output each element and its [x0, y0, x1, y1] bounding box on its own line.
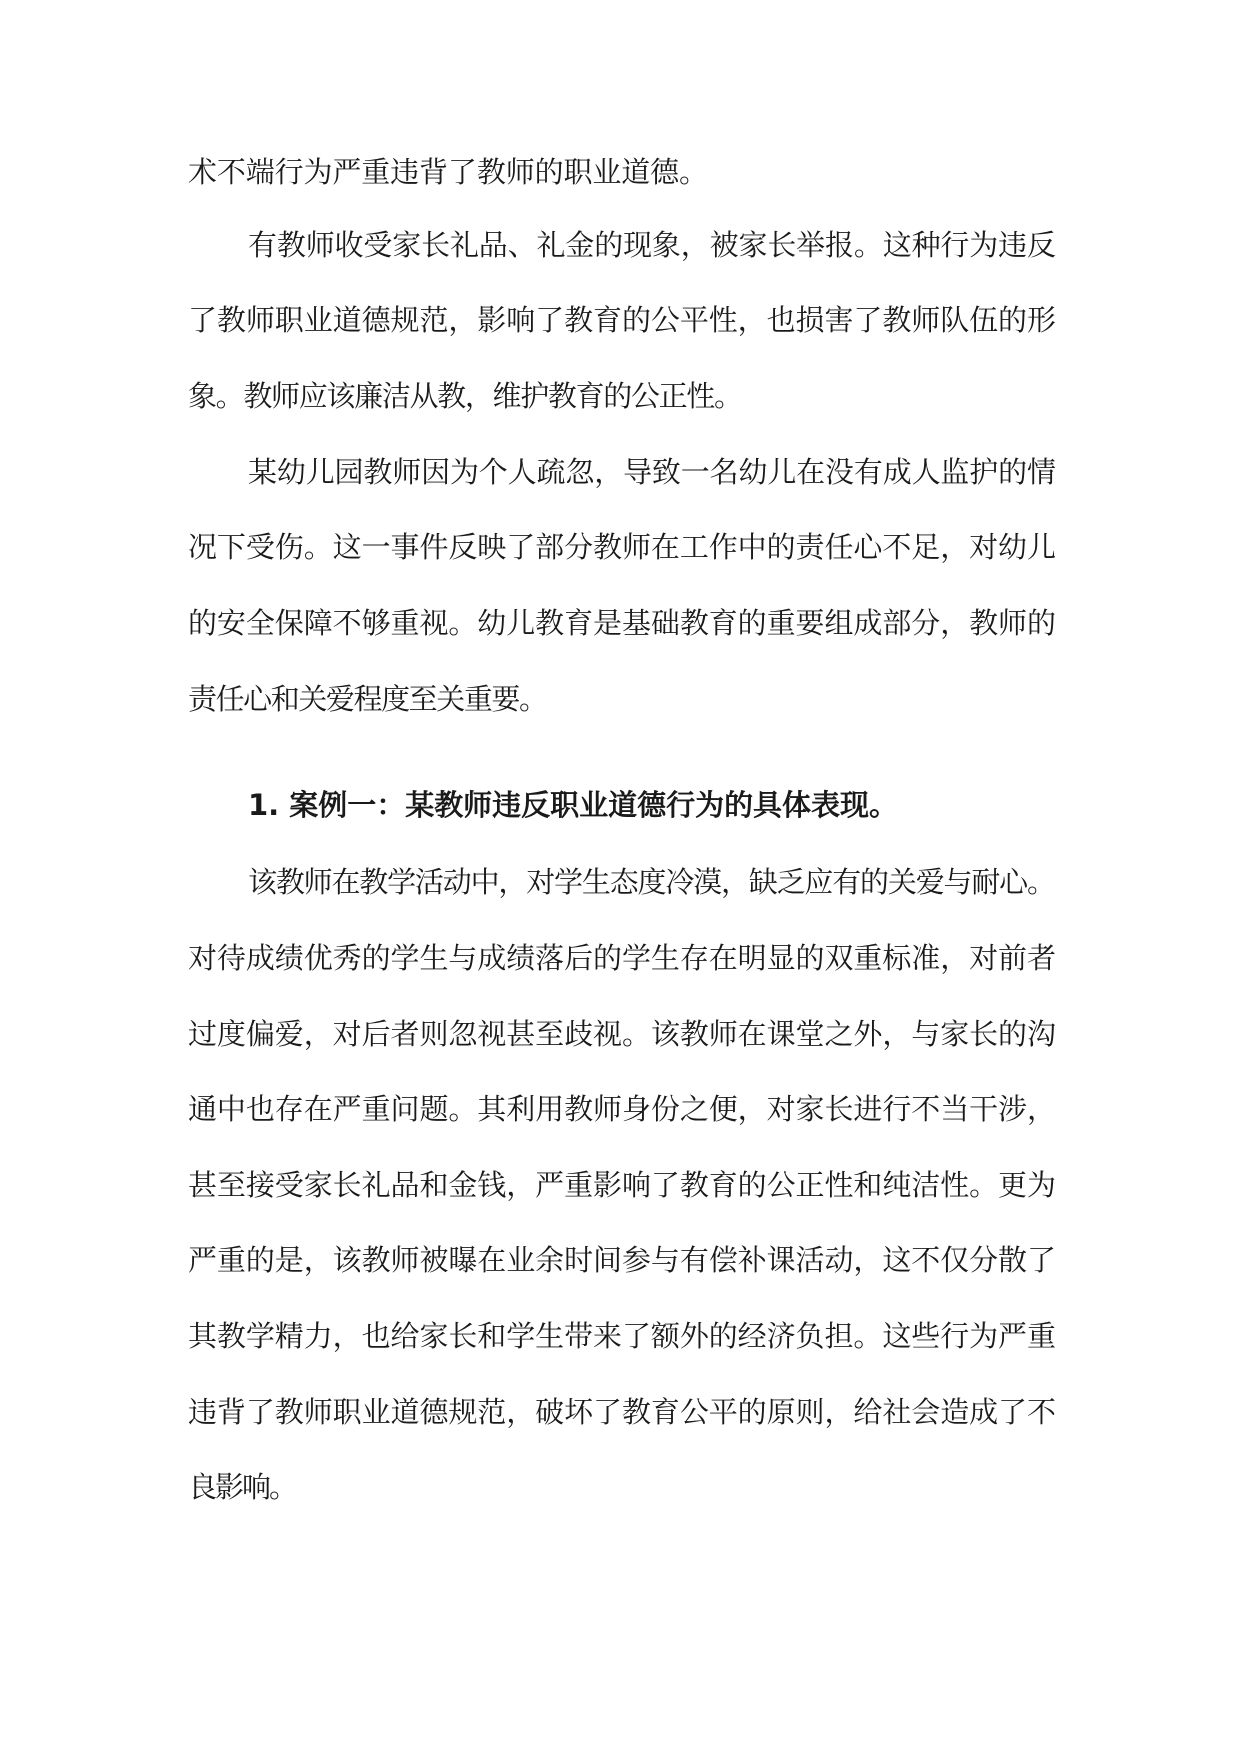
text-line — [0, 679, 1241, 719]
text-line-content: 严重的是，该教师被曝在业余时间参与有偿补课活动，这不仅分散了 — [188, 1243, 1056, 1277]
text-line — [0, 1316, 1241, 1356]
text-line — [0, 1240, 1241, 1280]
text-line — [0, 938, 1241, 978]
text-line — [0, 376, 1241, 416]
text-line — [0, 300, 1241, 340]
text-line-content: 象。教师应该廉洁从教，维护教育的公正性。 — [188, 379, 742, 413]
text-line-content: 该教师在教学活动中，对学生态度冷漠，缺乏应有的关爱与耐心。 — [248, 865, 1055, 899]
text-line-content: 甚至接受家长礼品和金钱，严重影响了教育的公正性和纯洁性。更为 — [188, 1168, 1056, 1202]
text-line-content: 对待成绩优秀的学生与成绩落后的学生存在明显的双重标准，对前者 — [188, 941, 1056, 975]
text-line-content: 况下受伤。这一事件反映了部分教师在工作中的责任心不足，对幼儿 — [188, 530, 1056, 564]
text-line-content: 术不端行为严重违背了教师的职业道德。 — [188, 155, 708, 189]
text-line-content: 某幼儿园教师因为个人疏忽，导致一名幼儿在没有成人监护的情 — [248, 455, 1056, 489]
text-line-content: 通中也存在严重问题。其利用教师身份之便，对家长进行不当干涉， — [188, 1092, 1056, 1126]
section-heading-text: 1. 案例一：某教师违反职业道德行为的具体表现。 — [248, 788, 898, 822]
text-line — [0, 152, 1241, 192]
text-line — [0, 1467, 1241, 1507]
text-line-content: 了教师职业道德规范，影响了教育的公平性，也损害了教师队伍的形 — [188, 303, 1056, 337]
text-line — [0, 603, 1241, 643]
text-line-content: 过度偏爱，对后者则忽视甚至歧视。该教师在课堂之外，与家长的沟 — [188, 1017, 1056, 1051]
text-line — [0, 1165, 1241, 1205]
text-line — [0, 225, 1241, 265]
text-line-content: 其教学精力，也给家长和学生带来了额外的经济负担。这些行为严重 — [188, 1319, 1056, 1353]
text-line — [0, 527, 1241, 567]
text-line-content: 责任心和关爱程度至关重要。 — [188, 682, 547, 716]
text-line — [0, 452, 1241, 492]
text-line — [0, 1089, 1241, 1129]
text-line — [0, 1392, 1241, 1432]
text-line — [0, 862, 1241, 902]
text-line — [0, 1014, 1241, 1054]
text-line-content: 有教师收受家长礼品、礼金的现象，被家长举报。这种行为违反 — [248, 228, 1056, 262]
text-line-content: 违背了教师职业道德规范，破坏了教育公平的原则，给社会造成了不 — [188, 1395, 1056, 1429]
section-heading — [0, 785, 1241, 825]
text-line-content: 良影响。 — [188, 1470, 296, 1504]
text-line-content: 的安全保障不够重视。幼儿教育是基础教育的重要组成部分，教师的 — [188, 606, 1056, 640]
